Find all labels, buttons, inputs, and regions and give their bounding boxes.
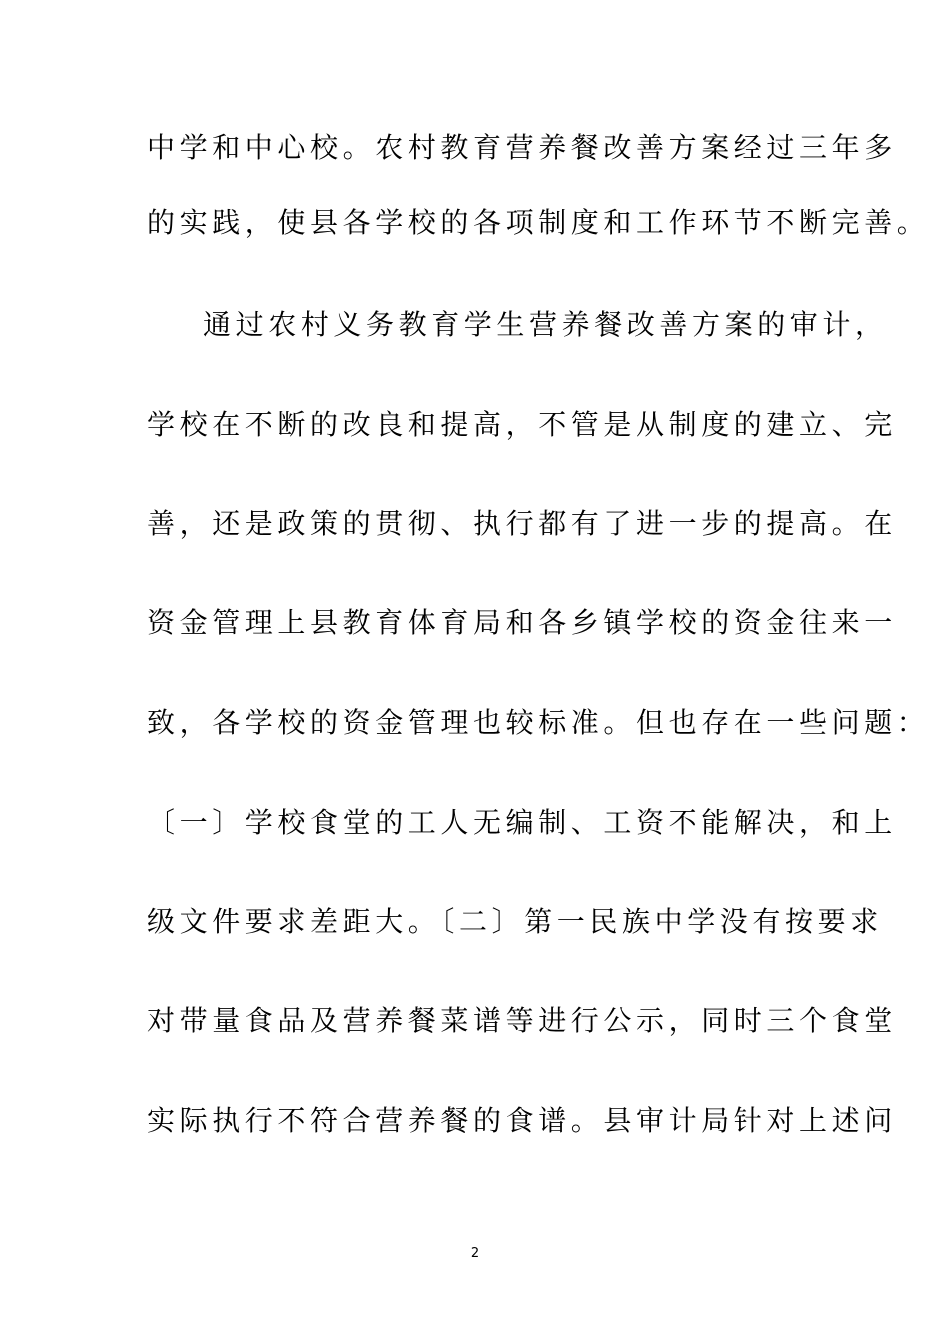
- text-line-1: 中学和中心校。农村教育营养餐改善方案经过三年多: [147, 131, 897, 164]
- page-number: 2: [470, 1246, 480, 1261]
- text-line-5: 善，还是政策的贯彻、执行都有了进一步的提高。在: [147, 507, 897, 540]
- text-line-2: 的实践，使县各学校的各项制度和工作环节不断完善。: [147, 206, 930, 239]
- text-line-8: 〔一〕学校食堂的工人无编制、工资不能解决，和上: [147, 806, 897, 839]
- text-line-9: 级文件要求差距大。〔二〕第一民族中学没有按要求: [147, 905, 883, 938]
- text-line-3: 通过农村义务教育学生营养餐改善方案的审计，: [203, 308, 888, 341]
- text-line-7: 致，各学校的资金管理也较标准。但也存在一些问题：: [147, 706, 930, 739]
- text-line-6: 资金管理上县教育体育局和各乡镇学校的资金往来一: [147, 606, 897, 639]
- text-line-4: 学校在不断的改良和提高，不管是从制度的建立、完: [147, 408, 897, 441]
- text-line-10: 对带量食品及营养餐菜谱等进行公示，同时三个食堂: [147, 1004, 897, 1037]
- text-line-11: 实际执行不符合营养餐的食谱。县审计局针对上述问: [147, 1104, 897, 1137]
